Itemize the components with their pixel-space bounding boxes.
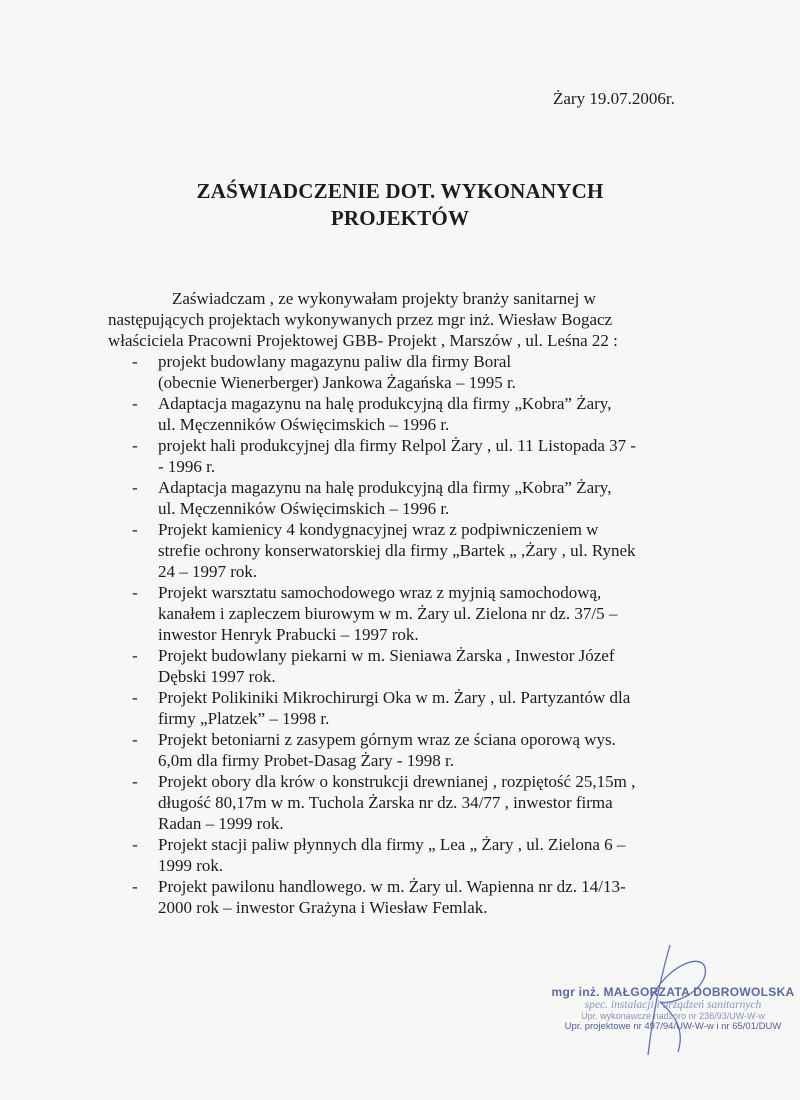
list-item-line: projekt hali produkcyjnej dla firmy Relpol Żary , ul. 11 Listopada 37 - — [158, 436, 637, 455]
list-dash: - — [132, 646, 138, 665]
list-dash: - — [132, 877, 138, 896]
list-item — [108, 393, 728, 435]
list-item — [108, 645, 728, 687]
list-dash: - — [132, 478, 138, 497]
title-line: ZAŚWIADCZENIE DOT. WYKONANYCH — [196, 179, 604, 203]
list-dash: - — [132, 688, 138, 707]
list-item-line: Adaptacja magazynu na halę produkcyjną dla firmy „Kobra” Żary, — [158, 394, 612, 413]
list-item-line: - 1996 r. — [158, 457, 216, 476]
list-item-line: ul. Męczenników Oświęcimskich – 1996 r. — [158, 499, 450, 518]
list-item-line: kanałem i zapleczem biurowym w m. Żary ul. Zielona nr dz. 37/5 – — [158, 604, 618, 623]
list-item — [108, 519, 728, 582]
list-item-line: (obecnie Wienerberger) Jankowa Żagańska – 1995 r. — [158, 373, 516, 392]
list-dash: - — [132, 436, 138, 455]
list-dash: - — [132, 583, 138, 602]
list-item-line: Projekt betoniarni z zasypem górnym wraz ze ściana oporową wys. — [158, 730, 616, 749]
list-item — [108, 435, 728, 477]
document-date: Żary 19.07.2006r. — [553, 89, 675, 108]
list-item — [108, 687, 728, 729]
stamp-specialty: spec. instalacji i urządzeń sanitarnych — [584, 999, 762, 1011]
list-item-line: Projekt obory dla krów o konstrukcji drewnianej , rozpiętość 25,15m , — [158, 772, 636, 791]
list-item — [108, 582, 728, 645]
list-dash: - — [132, 352, 138, 371]
stamp-license: Upr. projektowe nr 497/94/UW-W-w i nr 65/01/DUW — [564, 1021, 782, 1032]
list-dash: - — [132, 394, 138, 413]
list-item-line: Projekt warsztatu samochodowego wraz z myjnią samochodową, — [158, 583, 602, 602]
list-item-line: Projekt budowlany piekarni w m. Sieniawa Żarska , Inwestor Józef — [158, 646, 615, 665]
list-item — [108, 351, 728, 393]
list-dash: - — [132, 835, 138, 854]
list-dash: - — [132, 520, 138, 539]
list-item-line: długość 80,17m w m. Tuchola Żarska nr dz. 34/77 , inwestor firma — [158, 793, 613, 812]
list-item — [108, 729, 728, 771]
list-dash: - — [132, 772, 138, 791]
list-item — [108, 771, 728, 834]
list-item-line: Adaptacja magazynu na halę produkcyjną dla firmy „Kobra” Żary, — [158, 478, 612, 497]
list-item-line: Dębski 1997 rok. — [158, 667, 276, 686]
stamp-license: Upr. wykonawcze nadzoro nr 236/93/UW-W-w — [581, 1011, 765, 1021]
list-item — [108, 876, 728, 918]
list-item-line: ul. Męczenników Oświęcimskich – 1996 r. — [158, 415, 450, 434]
list-item-line: Projekt pawilonu handlowego. w m. Żary ul. Wapienna nr dz. 14/13- — [158, 877, 626, 896]
list-item — [108, 477, 728, 519]
list-item-line: 1999 rok. — [158, 856, 224, 875]
list-item-line: Projekt Polikiniki Mikrochirurgi Oka w m. Żary , ul. Partyzantów dla — [158, 688, 631, 707]
list-item-line: inwestor Henryk Prabucki – 1997 rok. — [158, 625, 419, 644]
list-item-line: projekt budowlany magazynu paliw dla firmy Boral — [158, 352, 512, 371]
list-item-line: 24 – 1997 rok. — [158, 562, 258, 581]
list-item-line: firmy „Platzek” – 1998 r. — [158, 709, 330, 728]
stamp-name: mgr inż. MAŁGORZATA DOBROWOLSKA — [551, 985, 795, 999]
intro-paragraph — [108, 288, 728, 351]
intro-line: właściciela Pracowni Projektowej GBB- Projekt , Marszów , ul. Leśna 22 : — [108, 331, 618, 350]
list-item-line: 2000 rok – inwestor Grażyna i Wiesław Femlak. — [158, 898, 488, 917]
list-dash: - — [132, 730, 138, 749]
intro-line: Zaświadczam , ze wykonywałam projekty branży sanitarnej w — [172, 289, 596, 308]
document-title — [0, 178, 800, 232]
list-item — [108, 834, 728, 876]
stamp — [548, 985, 798, 1032]
title-line: PROJEKTÓW — [330, 206, 470, 230]
list-item-line: 6,0m dla firmy Probet-Dasag Żary - 1998 r. — [158, 751, 455, 770]
document-body — [108, 288, 728, 918]
list-item-line: strefie ochrony konserwatorskiej dla firmy „Bartek „ ,Żary , ul. Rynek — [158, 541, 636, 560]
list-item-line: Projekt stacji paliw płynnych dla firmy „ Lea „ Żary , ul. Zielona 6 – — [158, 835, 626, 854]
project-list — [108, 351, 728, 918]
list-item-line: Projekt kamienicy 4 kondygnacyjnej wraz z podpiwniczeniem w — [158, 520, 599, 539]
list-item-line: Radan – 1999 rok. — [158, 814, 284, 833]
intro-line: następujących projektach wykonywanych przez mgr inż. Wiesław Bogacz — [108, 310, 613, 329]
